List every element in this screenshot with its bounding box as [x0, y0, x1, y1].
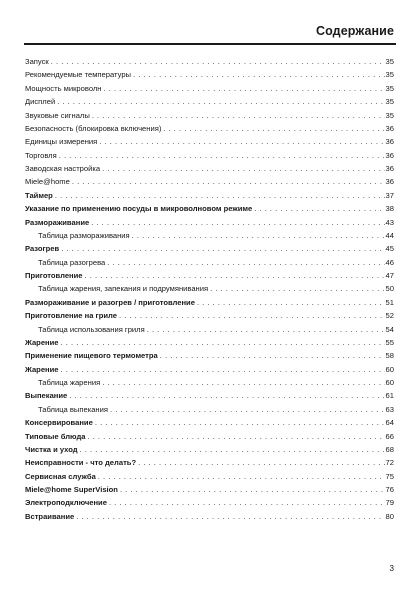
title-divider	[24, 43, 396, 45]
toc-entry-title: Таблица жарения, запекания и подрумянивания	[38, 284, 209, 294]
dot-leader	[72, 175, 385, 188]
toc-entry-title: Размораживание и разогрев / приготовление	[25, 297, 195, 307]
dot-leader	[109, 496, 385, 509]
toc-entry-title: Приготовление	[25, 271, 83, 280]
toc-entry-title: Мощность микроволн	[25, 83, 102, 93]
toc-entry-title: Типовые блюда	[25, 431, 86, 441]
dot-leader	[210, 282, 384, 295]
toc-entry[interactable]	[25, 189, 394, 202]
toc-entry[interactable]	[25, 430, 394, 443]
toc-subentry[interactable]	[25, 256, 394, 269]
toc-entry-page: 35	[385, 83, 394, 93]
toc-entry[interactable]	[25, 82, 394, 95]
toc-entry-title: Размораживание	[25, 217, 90, 227]
toc-subentry[interactable]	[25, 229, 394, 242]
toc-subentry[interactable]	[25, 282, 394, 295]
toc-entry-page: 51	[385, 297, 394, 307]
toc-entry[interactable]	[25, 122, 394, 135]
toc-entry-title: Таблица разогрева	[38, 257, 106, 267]
dot-leader	[61, 336, 385, 349]
toc-entry[interactable]	[25, 149, 394, 162]
toc-entry-page: 52	[385, 311, 394, 321]
toc-entry-title: Таблица выпекания	[38, 404, 108, 414]
toc-entry-page: 45	[385, 244, 394, 254]
toc-entry-title: Таблица жарения	[38, 378, 101, 387]
toc-entry[interactable]	[25, 309, 394, 322]
dot-leader	[102, 162, 384, 175]
toc-entry[interactable]	[25, 55, 394, 68]
dot-leader	[57, 95, 384, 108]
toc-entry-page: 55	[385, 337, 394, 347]
dot-leader	[133, 68, 385, 81]
toc-entry-page: 75	[385, 471, 394, 481]
dot-leader	[132, 229, 385, 242]
toc-entry-page: 54	[385, 324, 394, 334]
table-of-contents	[25, 55, 394, 523]
dot-leader	[98, 470, 385, 483]
dot-leader	[76, 510, 384, 523]
toc-entry-page: 36	[385, 137, 394, 147]
dot-leader	[69, 389, 384, 402]
toc-entry-title: Торговля	[25, 150, 57, 160]
toc-entry-title: Miele@home SuperVision	[25, 485, 118, 494]
dot-leader	[92, 109, 385, 122]
toc-entry-page: 36	[385, 177, 394, 187]
toc-entry-page: 58	[385, 351, 394, 361]
toc-entry-title: Указание по применению посуды в микроволновом режиме	[25, 204, 253, 214]
toc-entry-title: Применение пищевого термометра	[25, 351, 158, 361]
toc-entry[interactable]	[25, 470, 394, 483]
dot-leader	[85, 269, 385, 282]
dot-leader	[254, 202, 384, 215]
dot-leader	[80, 443, 385, 456]
toc-entry-page: 72	[385, 458, 394, 468]
dot-leader	[59, 149, 385, 162]
dot-leader	[163, 122, 384, 135]
dot-leader	[91, 216, 384, 229]
toc-entry[interactable]	[25, 349, 394, 362]
toc-entry-page: 36	[385, 164, 394, 173]
dot-leader	[120, 483, 385, 496]
toc-entry-page: 37	[385, 190, 394, 200]
toc-entry[interactable]	[25, 95, 394, 108]
dot-leader	[119, 309, 385, 322]
dot-leader	[87, 430, 384, 443]
toc-entry[interactable]	[25, 483, 394, 496]
toc-entry-title: Неисправности - что делать?	[25, 458, 137, 468]
toc-entry-title: Электроподключение	[25, 498, 107, 508]
toc-entry-title: Таймер	[25, 190, 53, 200]
toc-entry[interactable]	[25, 456, 394, 469]
toc-entry-title: Сервисная служба	[25, 471, 96, 481]
toc-entry-title: Встраивание	[25, 511, 75, 521]
toc-entry-title: Жарение	[25, 337, 59, 347]
toc-entry-title: Таблица размораживания	[38, 230, 130, 240]
toc-entry-title: Звуковые сигналы	[25, 110, 90, 120]
toc-subentry[interactable]	[25, 376, 394, 389]
page-number: 3	[389, 564, 394, 573]
dot-leader	[61, 242, 384, 255]
toc-entry-title: Запуск	[25, 57, 49, 66]
toc-entry[interactable]	[25, 269, 394, 282]
toc-entry-page: 66	[385, 431, 394, 441]
toc-entry[interactable]	[25, 389, 394, 402]
toc-subentry[interactable]	[25, 323, 394, 336]
toc-entry-page: 35	[385, 57, 394, 66]
toc-entry-title: Единицы измерения	[25, 137, 98, 147]
dot-leader	[61, 363, 385, 376]
toc-entry-title: Таблица использования гриля	[38, 324, 145, 334]
toc-entry-page: 43	[385, 217, 394, 227]
toc-entry-page: 35	[385, 110, 394, 120]
dot-leader	[102, 376, 384, 389]
toc-entry[interactable]	[25, 510, 394, 523]
toc-entry[interactable]	[25, 416, 394, 429]
toc-entry-title: Дисплей	[25, 97, 56, 107]
toc-entry-title: Выпекание	[25, 391, 68, 401]
toc-entry-title: Жарение	[25, 364, 59, 374]
toc-entry[interactable]	[25, 202, 394, 215]
toc-entry-title: Безопасность (блокировка включения)	[25, 123, 162, 133]
toc-entry-title: Консервирование	[25, 418, 93, 428]
toc-entry[interactable]	[25, 336, 394, 349]
toc-entry-page: 36	[385, 150, 394, 160]
toc-entry-title: Рекомендуемые температуры	[25, 70, 132, 80]
toc-entry-title: Чистка и уход	[25, 444, 78, 454]
toc-subentry[interactable]	[25, 403, 394, 416]
toc-entry-page: 60	[385, 378, 394, 387]
toc-entry-page: 36	[385, 123, 394, 133]
toc-entry-page: 80	[385, 511, 394, 521]
dot-leader	[138, 456, 384, 469]
toc-entry-page: 38	[385, 204, 394, 214]
toc-entry-title: Заводская настройка	[25, 164, 101, 173]
toc-entry-page: 50	[385, 284, 394, 294]
toc-entry[interactable]	[25, 363, 394, 376]
dot-leader	[51, 55, 385, 68]
toc-entry-page: 44	[385, 230, 394, 240]
toc-entry-page: 46	[385, 257, 394, 267]
dot-leader	[104, 82, 385, 95]
toc-entry[interactable]	[25, 216, 394, 229]
dot-leader	[95, 416, 385, 429]
toc-entry-title: Miele@home	[25, 177, 70, 187]
toc-entry-page: 76	[385, 485, 394, 494]
toc-entry[interactable]	[25, 496, 394, 509]
dot-leader	[147, 323, 385, 336]
toc-entry-page: 60	[385, 364, 394, 374]
toc-entry[interactable]	[25, 296, 394, 309]
dot-leader	[160, 349, 385, 362]
toc-entry[interactable]	[25, 443, 394, 456]
toc-entry[interactable]	[25, 109, 394, 122]
dot-leader	[107, 256, 384, 269]
toc-entry[interactable]	[25, 135, 394, 148]
toc-entry-page: 68	[385, 444, 394, 454]
toc-entry-page: 64	[385, 418, 394, 428]
toc-entry-page: 61	[385, 391, 394, 401]
dot-leader	[110, 403, 385, 416]
toc-entry-title: Разогрев	[25, 244, 60, 254]
page-title: Содержание	[315, 24, 394, 38]
dot-leader	[55, 189, 385, 202]
toc-entry-page: 47	[385, 271, 394, 280]
toc-entry-page: 35	[385, 97, 394, 107]
toc-entry-title: Приготовление на гриле	[25, 311, 117, 321]
toc-entry[interactable]	[25, 175, 394, 188]
toc-entry[interactable]	[25, 242, 394, 255]
toc-entry[interactable]	[25, 162, 394, 175]
toc-entry[interactable]	[25, 68, 394, 81]
dot-leader	[99, 135, 384, 148]
toc-entry-page: 79	[385, 498, 394, 508]
toc-entry-page: 63	[385, 404, 394, 414]
toc-entry-page: 35	[385, 70, 394, 80]
dot-leader	[197, 296, 385, 309]
